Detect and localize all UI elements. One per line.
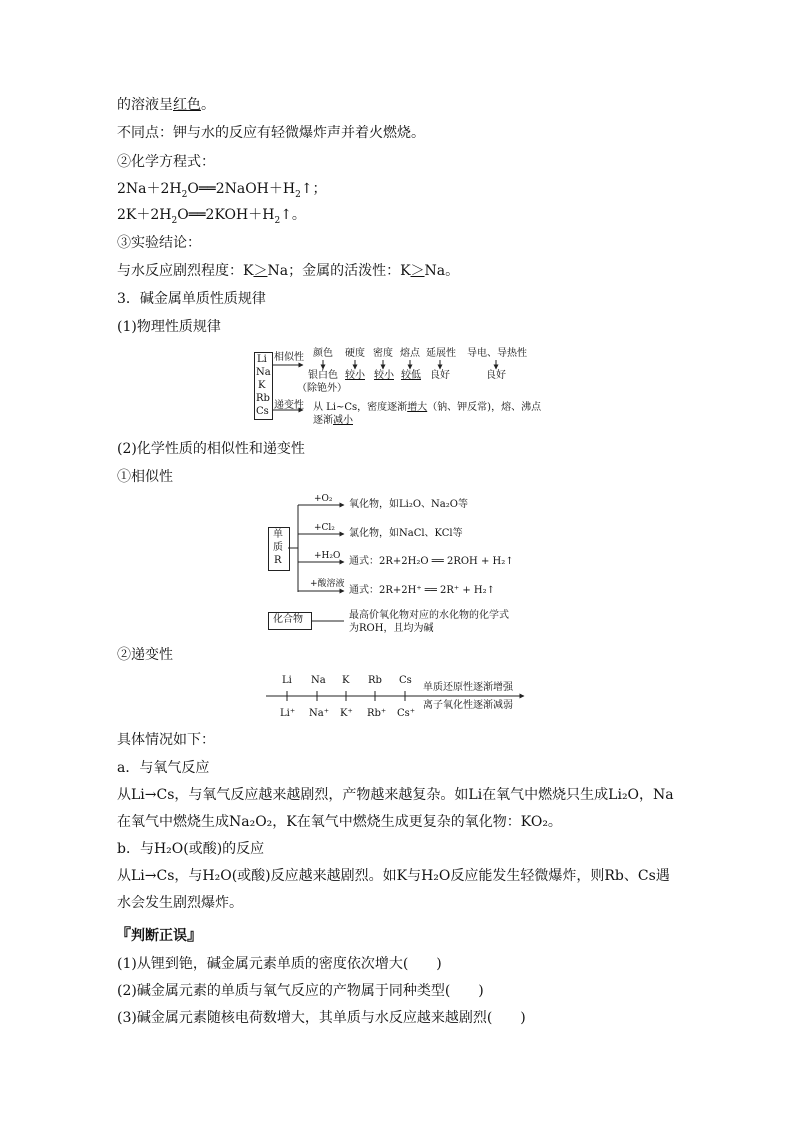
compound-label: 化合物 [273, 614, 303, 625]
val-color: 银白色 [308, 370, 338, 381]
atom-cs: Cs [399, 675, 412, 686]
r1-text: 氧化物，如Li₂O、Na₂O等 [349, 499, 468, 510]
atom-k: K [342, 675, 350, 686]
box-char-2: 质 [273, 542, 283, 553]
similarity-heading: ①相似性 [117, 469, 173, 485]
atom-na: Na [311, 675, 326, 686]
r1-label: +O₂ [314, 494, 333, 504]
prop-color: 颜色 [313, 348, 333, 359]
trend-reducing: 单质还原性逐渐增强 [423, 682, 513, 693]
r3-label: +H₂O [314, 551, 341, 561]
ion-na: Na⁺ [309, 708, 329, 719]
l7c: Na；金属的活泼性：K [267, 263, 411, 279]
r2-label: +Cl₂ [314, 523, 335, 533]
ion-k: K⁺ [340, 708, 353, 719]
text-line-6: ③实验结论： [117, 235, 201, 251]
l7b: ＞ [253, 263, 268, 279]
gradation-heading: ②递变性 [117, 647, 173, 663]
eq2-b: O══2KOH＋H [177, 207, 275, 223]
element-rb: Rb [256, 393, 270, 404]
trend-oxidizing: 离子氧化性逐渐减弱 [423, 700, 513, 711]
bracket-open: 『 [115, 925, 132, 944]
question-3: (3)碱金属元素随核电荷数增大，其单质与水反应越来越剧烈( ) [117, 1010, 526, 1026]
val-ductility: 良好 [430, 370, 450, 381]
subsection-chemical: (2)化学性质的相似性和递变性 [117, 441, 305, 457]
val-conductivity: 良好 [486, 370, 506, 381]
element-cs: Cs [256, 406, 269, 417]
trend-d: 逐渐 [313, 415, 333, 426]
eq1-sub1: 2 [181, 189, 188, 200]
heading-a: a．与氧气反应 [117, 760, 210, 776]
trend-b: 增大 [407, 402, 428, 413]
trend-e: 减小 [333, 415, 353, 426]
element-k: K [258, 380, 266, 391]
text-line-15: 从Li→Cs，与氧气反应越来越剧烈，产物越来越复杂。如Li在氧气中燃烧只生成Li₂O，Na [117, 787, 674, 803]
text-line-19: 水会发生剧烈爆炸。 [117, 895, 243, 911]
eq1-sub2: 2 [295, 189, 301, 200]
heading-b: b．与H₂O(或酸)的反应 [117, 841, 265, 857]
r4-text: 通式：2R+2H⁺ ══ 2R⁺ + H₂↑ [349, 585, 496, 596]
bracket-close: 』 [187, 925, 204, 944]
eq1-b: O══2NaOH＋H [187, 181, 296, 197]
text-line-13: 具体情况如下： [117, 732, 215, 748]
box-char-3: R [274, 555, 282, 566]
r4-label: +酸溶液 [310, 579, 345, 589]
r2-text: 氯化物，如NaCl、KCl等 [349, 528, 463, 539]
subsection-physical: (1)物理性质规律 [117, 319, 221, 335]
text-line-3: ②化学方程式： [117, 154, 215, 170]
prop-ductility: 延展性 [426, 348, 456, 359]
atom-rb: Rb [368, 675, 382, 686]
eq1-a: 2Na＋2H [117, 181, 182, 197]
prop-density: 密度 [373, 348, 393, 359]
text-line-18: 从Li→Cs，与H₂O(或酸)反应越来越剧烈。如K与H₂O反应能发生轻微爆炸，则Rb、Cs遇 [117, 868, 670, 884]
box-char-1: 单 [273, 529, 283, 540]
line1-start: 的溶液呈 [117, 97, 173, 113]
element-li: Li [257, 354, 267, 365]
compound-text-1: 最高价氧化物对应的水化物的化学式 [349, 610, 509, 621]
note-except-cs: （除铯外） [297, 383, 347, 394]
question-2: (2)碱金属元素的单质与氧气反应的产物属于同种类型( ) [117, 983, 484, 999]
section-title-3: 3．碱金属单质性质规律 [117, 291, 266, 307]
eq2-sub1: 2 [171, 215, 178, 226]
line1-end: 。 [201, 97, 215, 113]
eq1-c: ↑； [300, 181, 327, 197]
element-na: Na [256, 367, 271, 378]
val-hardness: 较小 [345, 370, 365, 381]
trend-a: 从 Li~Cs，密度逐渐 [313, 402, 408, 413]
prop-hardness: 硬度 [345, 348, 365, 359]
ion-cs: Cs⁺ [397, 708, 416, 719]
compound-text-2: 为ROH，且均为碱 [349, 623, 434, 634]
eq2-c: ↑。 [280, 207, 306, 223]
ion-li: Li⁺ [280, 708, 296, 719]
prop-melting: 熔点 [400, 348, 420, 359]
eq2-a: 2K＋2H [117, 207, 172, 223]
prop-conductivity: 导电、导热性 [467, 348, 527, 359]
line1-underlined: 红色 [173, 97, 201, 113]
l7d: ＞ [410, 263, 425, 279]
judge-title: 判断正误 [131, 928, 188, 944]
val-density: 较小 [374, 370, 394, 381]
similar-label: 相似性 [274, 352, 304, 363]
text-line-2: 不同点：钾与水的反应有轻微爆炸声并着火燃烧。 [117, 125, 425, 141]
l7e: Na。 [424, 263, 460, 279]
atom-li: Li [282, 675, 292, 686]
trend-c: （钠、钾反常)，熔、沸点 [427, 402, 542, 413]
ion-rb: Rb⁺ [367, 708, 387, 719]
question-1: (1)从锂到铯，碱金属元素单质的密度依次增大( ) [117, 956, 442, 972]
l7a: 与水反应剧烈程度：K [117, 263, 254, 279]
eq2-sub2: 2 [274, 215, 281, 226]
val-melting: 较低 [401, 370, 421, 381]
trend-label: 递变性 [274, 400, 304, 411]
text-line-16: 在氧气中燃烧生成Na₂O₂，K在氧气中燃烧生成更复杂的氧化物：KO₂。 [117, 814, 562, 830]
r3-text: 通式：2R+2H₂O ══ 2ROH + H₂↑ [349, 556, 514, 567]
